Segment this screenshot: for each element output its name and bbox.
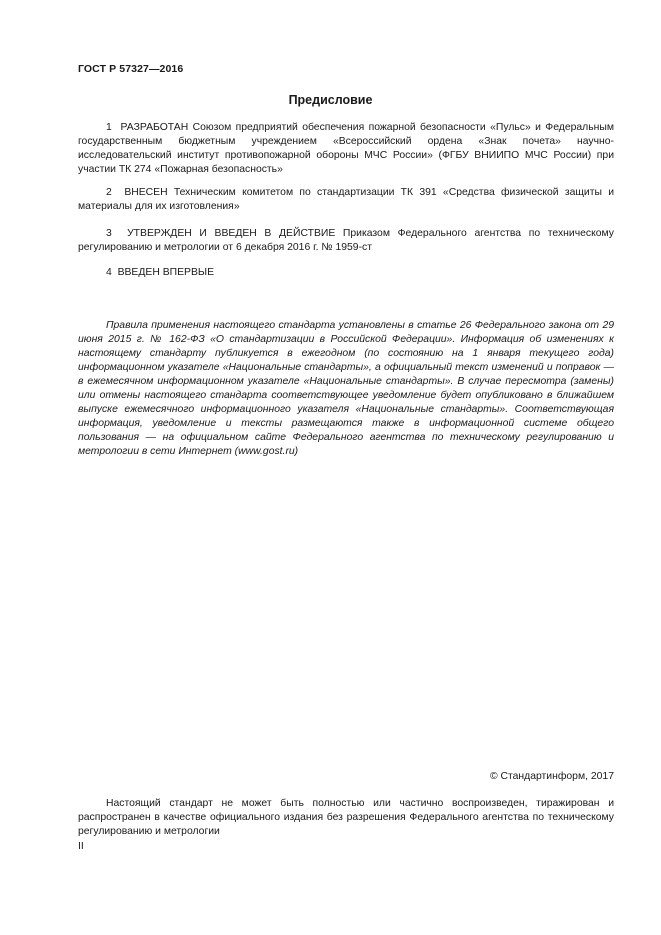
copyright: © Стандартинформ, 2017 [489, 771, 614, 782]
page-title: Предисловие [288, 93, 373, 107]
item-number: 1 [106, 122, 112, 133]
item-number: 4 [106, 267, 112, 278]
item-text: ВНЕСЕН Техническим комитетом по стандартизации ТК 391 «Средства физической защиты и материалы для их изготовления» [78, 187, 615, 212]
foreword-item-2 [78, 186, 614, 214]
item-text: УТВЕРЖДЕН И ВВЕДЕН В ДЕЙСТВИЕ Приказом Федерального агентства по техническому регулированию и метрологии от 6 декабря 2016 г. № 1959-ст [78, 228, 614, 253]
foreword-item-1 [78, 121, 614, 177]
application-notice: Правила применения настоящего стандарта установлены в статье 26 Федерального закона от 29 июня 2015 г. № 162-ФЗ «О стандартизации в Российской Федерации». Информация об изменениях к настоящему стандарту публикуется в ежегодном (по состоянию на 1 января текущего года) информационном указателе «Национальные стандарты», а официальный текст изменений и поправок — в ежемесячном информационном указателе «Национальные стандарты». В случае пересмотра (замены) или отмены настоящего стандарта соответствующее уведомление будет опубликовано в ближайшем выпуске ежемесячного информационного указателя «Национальные стандарты». Соответствующая информация, уведомление и тексты размещаются также в информационной системе общего пользования — на официальном сайте Федерального агентства по техническому регулированию и метрологии в сети Интернет (www.gost.ru) [78, 320, 614, 457]
item-text: РАЗРАБОТАН Союзом предприятий обеспечения пожарной безопасности «Пульс» и Федеральным государственным бюджетным учреждением «Всероссийский ордена «Знак почета» научно-исследовательский институт противопожарной обороны МЧС России» (ФГБУ ВНИИПО МЧС России) при участии ТК 274 «Пожарная безопасность» [78, 122, 614, 175]
foreword-item-3 [78, 227, 614, 255]
reproduction-notice: Настоящий стандарт не может быть полностью или частично воспроизведен, тиражирован и распространен в качестве официального издания без разрешения Федерального агентства по техническому регулированию и метрологии [78, 798, 614, 837]
item-number: 2 [106, 187, 112, 198]
item-text: ВВЕДЕН ВПЕРВЫЕ [117, 267, 215, 278]
foreword-item-4 [78, 266, 614, 280]
page-number: II [78, 841, 84, 852]
item-number: 3 [106, 228, 112, 239]
document-code: ГОСТ Р 57327—2016 [78, 63, 184, 75]
